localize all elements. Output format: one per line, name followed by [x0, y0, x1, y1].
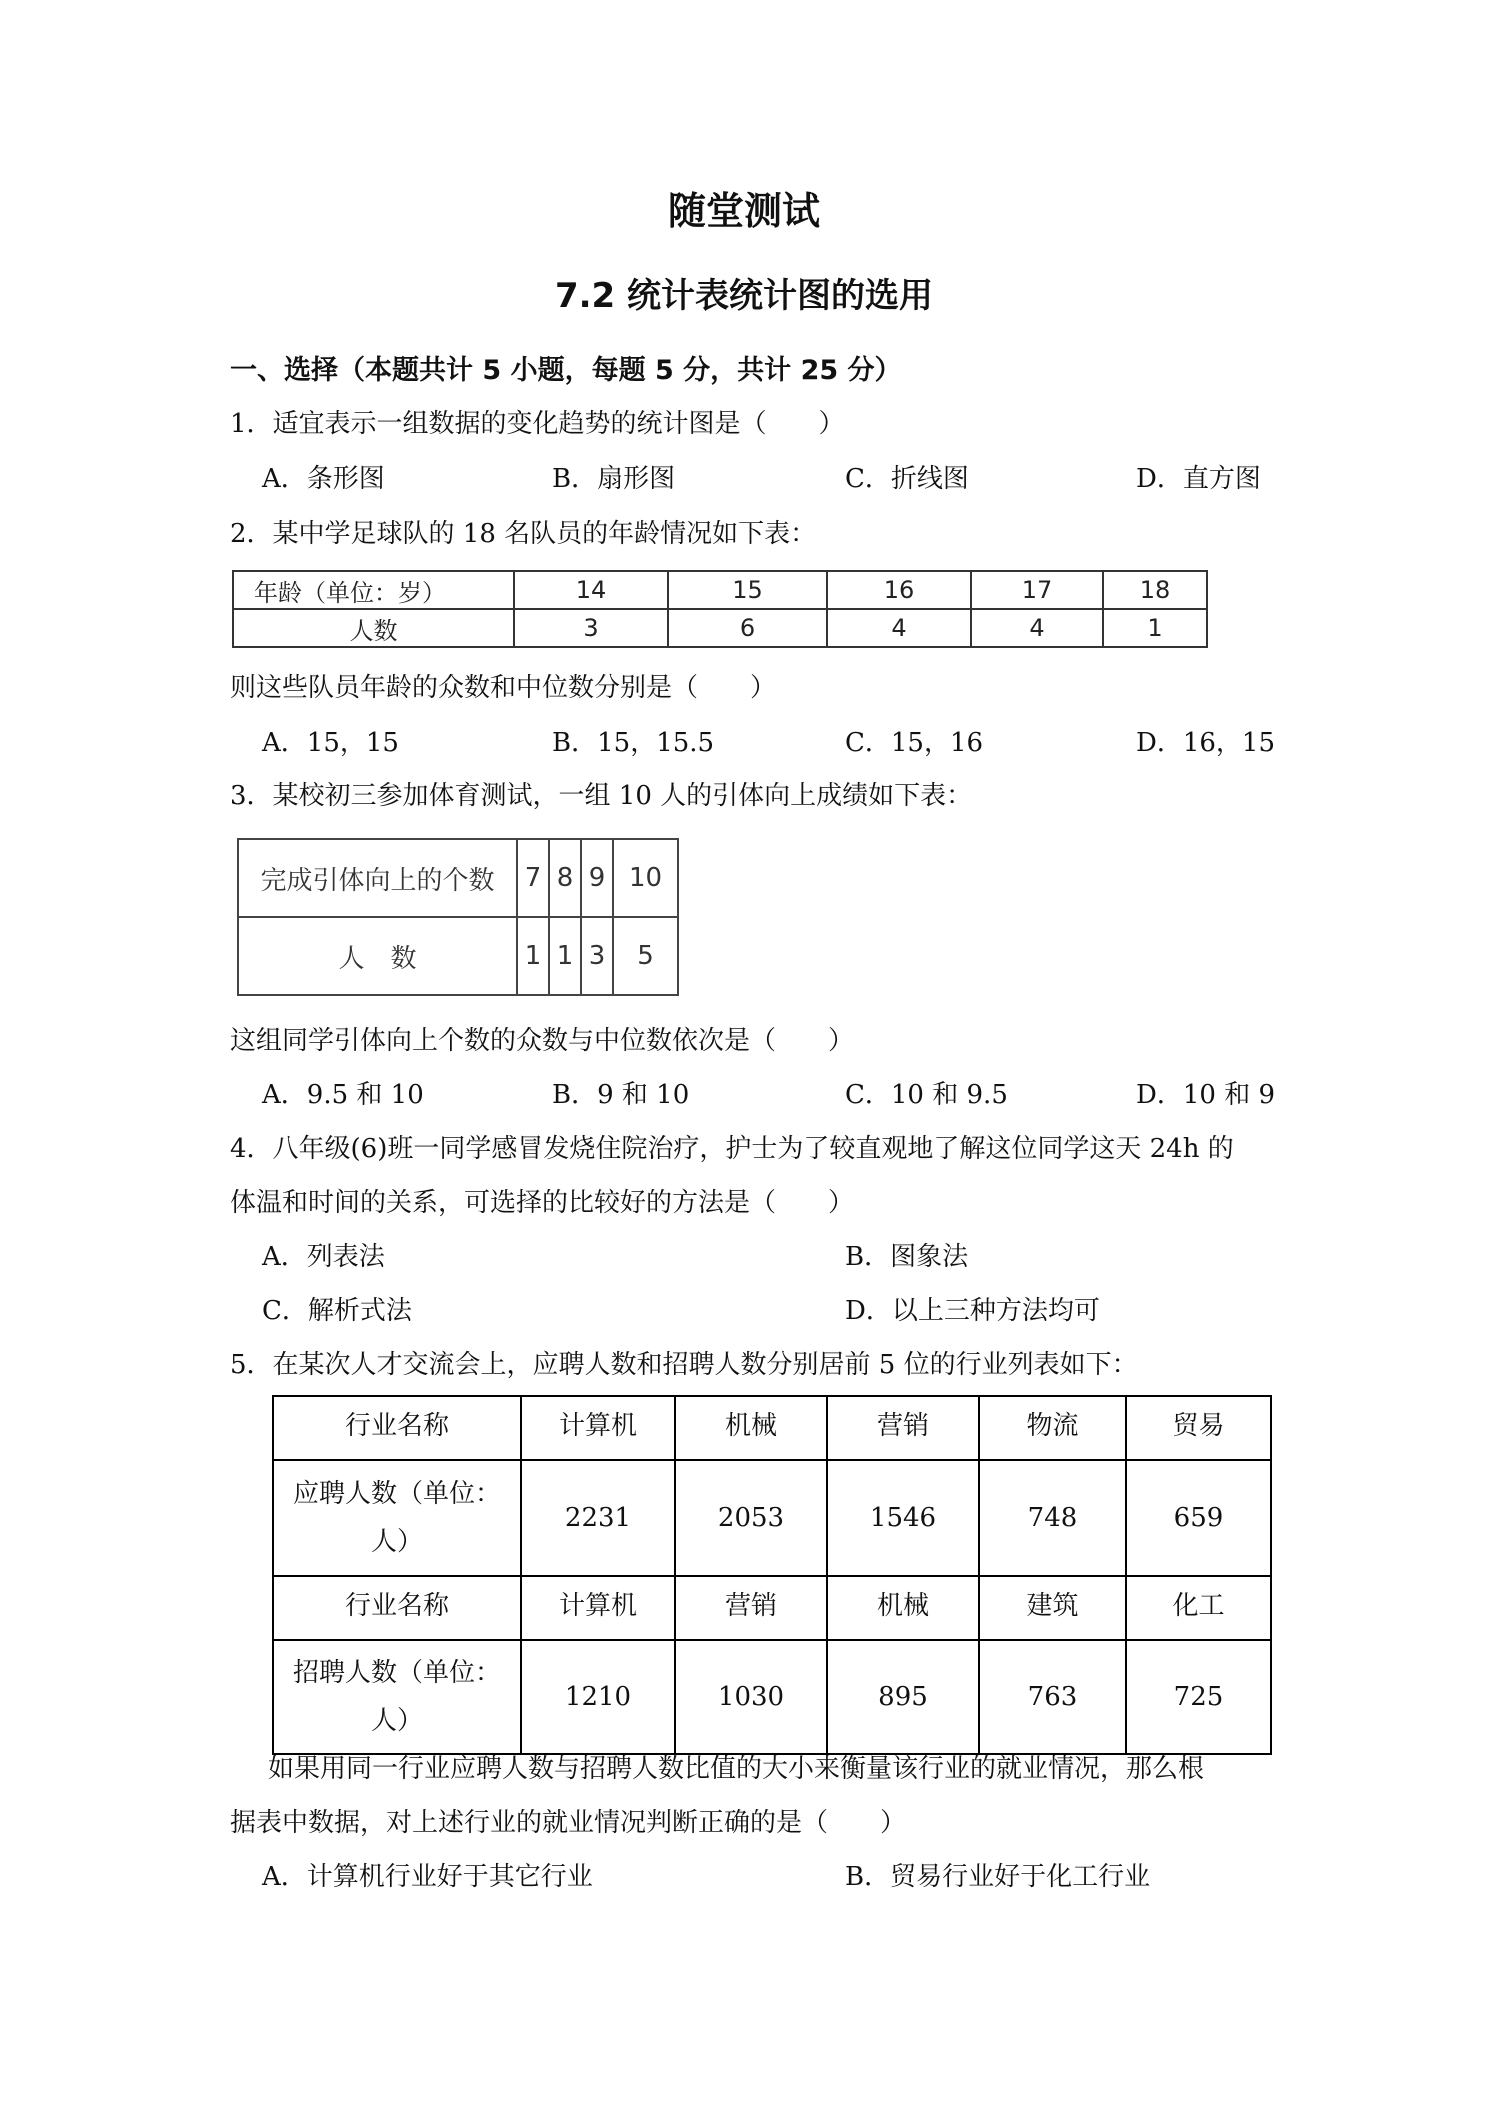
table-row [233, 609, 1207, 647]
q2-option-b: B．15，15.5 [552, 728, 715, 758]
table-cell: 行业名称 [273, 1576, 521, 1640]
table-cell: 人 数 [238, 917, 517, 995]
table-cell: 7 [517, 839, 549, 917]
q5-option-a: A．计算机行业好于其它行业 [262, 1862, 593, 1892]
q3-stem: 3．某校初三参加体育测试，一组 10 人的引体向上成绩如下表： [230, 781, 973, 811]
q5-line2: 据表中数据，对上述行业的就业情况判断正确的是（ ） [230, 1808, 907, 1838]
table-cell: 9 [581, 839, 613, 917]
table-cell: 1030 [675, 1640, 827, 1754]
table-cell: 化工 [1126, 1576, 1271, 1640]
table-cell: 完成引体向上的个数 [238, 839, 517, 917]
table-cell: 招聘人数（单位：人） [273, 1640, 521, 1754]
table-cell: 机械 [827, 1576, 979, 1640]
table-cell: 物流 [979, 1396, 1126, 1460]
q1-option-d: D．直方图 [1136, 464, 1261, 494]
table-cell: 1210 [521, 1640, 675, 1754]
table-row [233, 571, 1207, 609]
table-cell: 8 [549, 839, 581, 917]
page-title: 随堂测试 [667, 189, 820, 233]
q5-industry-table [272, 1395, 1272, 1755]
table-cell: 1546 [827, 1460, 979, 1576]
q2-option-c: C．15，16 [845, 728, 984, 758]
table-cell: 725 [1126, 1640, 1271, 1754]
q3-option-b: B．9 和 10 [552, 1080, 690, 1110]
q2-option-a: A．15，15 [262, 728, 399, 758]
q2-question: 则这些队员年龄的众数和中位数分别是（ ） [230, 673, 777, 703]
table-row [238, 839, 678, 917]
table-cell: 4 [971, 609, 1103, 647]
table-cell: 2231 [521, 1460, 675, 1576]
table-cell: 15 [668, 571, 827, 609]
q3-option-a: A．9.5 和 10 [262, 1080, 424, 1110]
table-cell: 10 [613, 839, 678, 917]
table-cell: 895 [827, 1640, 979, 1754]
table-row [273, 1576, 1271, 1640]
table-cell: 748 [979, 1460, 1126, 1576]
table-row [273, 1396, 1271, 1460]
table-row [273, 1460, 1271, 1576]
table-cell: 3 [514, 609, 668, 647]
table-cell: 贸易 [1126, 1396, 1271, 1460]
q5-line1: 如果用同一行业应聘人数与招聘人数比值的大小来衡量该行业的就业情况，那么根 [268, 1754, 1205, 1784]
table-cell: 2053 [675, 1460, 827, 1576]
table-cell: 行业名称 [273, 1396, 521, 1460]
table-cell: 16 [827, 571, 971, 609]
table-cell: 14 [514, 571, 668, 609]
q1-option-a: A．条形图 [262, 464, 385, 494]
table-cell: 18 [1103, 571, 1207, 609]
table-cell: 659 [1126, 1460, 1271, 1576]
table-cell: 计算机 [521, 1576, 675, 1640]
table-row [238, 917, 678, 995]
table-cell: 763 [979, 1640, 1126, 1754]
q2-option-d: D．16，15 [1136, 728, 1276, 758]
q1-option-c: C．折线图 [845, 464, 969, 494]
table-cell: 1 [549, 917, 581, 995]
table-cell: 营销 [827, 1396, 979, 1460]
q4-option-c: C．解析式法 [262, 1296, 412, 1326]
table-row [273, 1640, 1271, 1754]
q3-option-d: D．10 和 9 [1136, 1080, 1276, 1110]
q1-option-b: B．扇形图 [552, 464, 676, 494]
table-cell: 1 [517, 917, 549, 995]
q5-stem: 5．在某次人才交流会上，应聘人数和招聘人数分别居前 5 位的行业列表如下： [230, 1350, 1138, 1380]
table-cell: 17 [971, 571, 1103, 609]
section-heading: 一、选择（本题共计 5 小题，每题 5 分，共计 25 分） [230, 355, 902, 386]
table-cell: 3 [581, 917, 613, 995]
table-cell: 机械 [675, 1396, 827, 1460]
table-cell: 应聘人数（单位：人） [273, 1460, 521, 1576]
table-cell: 4 [827, 609, 971, 647]
q2-age-table [232, 570, 1208, 648]
table-cell: 1 [1103, 609, 1207, 647]
q5-option-b: B．贸易行业好于化工行业 [845, 1862, 1151, 1892]
table-cell: 建筑 [979, 1576, 1126, 1640]
table-cell: 年龄（单位：岁） [233, 571, 514, 609]
q4-line2: 体温和时间的关系，可选择的比较好的方法是（ ） [230, 1188, 855, 1218]
q4-option-d: D．以上三种方法均可 [845, 1296, 1100, 1326]
q3-question: 这组同学引体向上个数的众数与中位数依次是（ ） [230, 1026, 855, 1056]
q4-option-a: A．列表法 [262, 1242, 385, 1272]
table-cell: 营销 [675, 1576, 827, 1640]
page-subtitle: 7.2 统计表统计图的选用 [554, 276, 934, 316]
table-cell: 计算机 [521, 1396, 675, 1460]
q1-stem: 1．适宜表示一组数据的变化趋势的统计图是（ ） [230, 409, 845, 439]
q2-stem: 2．某中学足球队的 18 名队员的年龄情况如下表： [230, 519, 817, 549]
table-cell: 5 [613, 917, 678, 995]
table-cell: 人数 [233, 609, 514, 647]
q3-option-c: C．10 和 9.5 [845, 1080, 1008, 1110]
q4-option-b: B．图象法 [845, 1242, 969, 1272]
q3-pullup-table [237, 838, 679, 996]
table-cell: 6 [668, 609, 827, 647]
q4-line1: 4．八年级(6)班一同学感冒发烧住院治疗，护士为了较直观地了解这位同学这天 24h 的 [230, 1134, 1234, 1164]
